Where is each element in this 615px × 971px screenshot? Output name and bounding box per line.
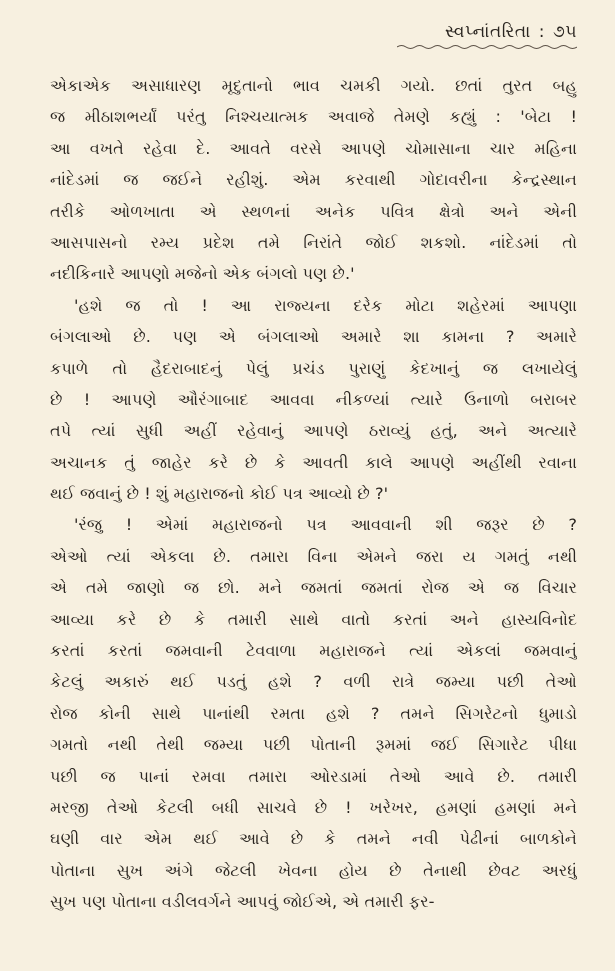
- text-line: પછી જ પાનાં રમવા તમારા ઓરડામાં તેઓ આવે છે. તમારી: [50, 766, 577, 786]
- paragraph: [50, 70, 577, 290]
- page-body: [50, 70, 577, 918]
- text-line: ઘણી વાર એમ થઈ આવે છે કે તમને નવી પેઢીનાં બાળકોને: [50, 829, 577, 849]
- text-line: રોજ કોની સાથે પાનાંથી રમતા હશે ? તમને સિગરેટનો ધુમાડો: [50, 703, 577, 723]
- text-line: બંગલાઓ છે. પણ એ બંગલાઓ અમારે શા કામના ? અમારે: [50, 327, 577, 347]
- running-head-block: [397, 22, 577, 50]
- text-line: જ મીઠાશભર્યાં પરંતુ નિશ્ચયાત્મક અવાજે તેમણે કહ્યું : 'બેટા !: [50, 107, 577, 127]
- text-line: નદીકિનારે આપણો મજેનો એક બંગલો પણ છે.': [50, 264, 355, 284]
- text-line: અચાનક તું જાહેર કરે છે કે આવતી કાલે આપણે અહીંથી રવાના: [50, 452, 577, 472]
- text-line: 'હશે જ તો ! આ રાજ્યના દરેક મોટા શહેરમાં આપણા: [74, 295, 577, 315]
- text-line: કપાળે તો હૈદરાબાદનું પેલું પ્રચંડ પુરાણું કેદખાનું જ લખાયેલું: [50, 358, 577, 378]
- text-line: કેટલું અકારું થઈ પડતું હશે ? વળી રાત્રે જમ્યા પછી તેઓ: [50, 672, 577, 692]
- page-number: ૭૫: [553, 22, 577, 42]
- page-header: [50, 22, 577, 70]
- text-line: ગમતો નથી તેથી જમ્યા પછી પોતાની રૂમમાં જઈ સિગારેટ પીધા: [50, 735, 577, 755]
- decorative-wavy-rule: [397, 44, 577, 50]
- text-line: તરીકે ઓળખાતા એ સ્થળનાં અનેક પવિત્ર ક્ષેત્રો અને એની: [50, 201, 577, 221]
- text-line: એ તમે જાણો જ છો. મને જમતાં જમતાં રોજ એ જ વિચાર: [50, 578, 577, 598]
- paragraph: [50, 290, 577, 510]
- text-line: એઓ ત્યાં એકલા છે. તમારા વિના એમને જરા ય ગમતું નથી: [50, 546, 577, 566]
- text-line: આ વખતે રહેવા દે. આવતે વરસે આપણે ચોમાસાના ચાર મહિના: [50, 138, 577, 158]
- text-line: થઈ જવાનું છે ! શું મહારાજનો કોઈ પત્ર આવ્યો છે ?': [50, 484, 389, 504]
- running-head: [445, 22, 577, 42]
- running-head-separator: :: [538, 22, 546, 42]
- text-line: સુખ પણ પોતાના વડીલવર્ગને આપવું જોઈએ, એ તમારી ફર-: [50, 892, 435, 912]
- text-line: કરતાં કરતાં જમવાની ટેવવાળા મહારાજને ત્યાં એકલાં જમવાનું: [50, 641, 577, 661]
- text-line: 'રંજુ ! એમાં મહારાજનો પત્ર આવવાની શી જરૂર છે ?: [74, 515, 577, 535]
- running-head-title: સ્વપ્નાંતરિતા: [445, 22, 531, 42]
- text-line: એકાએક અસાધારણ મૃદુતાનો ભાવ ચમકી ગયો. છતાં તુરત બહુ: [50, 76, 577, 95]
- text-line: આસપાસનો રમ્ય પ્રદેશ તમે નિરાંતે જોઈ શકશો. નાંદેડમાં તો: [50, 232, 577, 252]
- text-line: છે ! આપણે ઔરંગાબાદ આવવા નીકળ્યાં ત્યારે ઉનાળો બરાબર: [50, 389, 577, 409]
- text-line: પોતાના સુખ અંગે જેટલી ખેવના હોય છે તેનાથી છેવટ અરધું: [50, 860, 577, 880]
- text-line: આવ્યા કરે છે કે તમારી સાથે વાતો કરતાં અને હાસ્યવિનોદ: [50, 609, 577, 629]
- text-line: નાંદેડમાં જ જઈને રહીશું. એમ કરવાથી ગોદાવરીના કેન્દ્રસ્થાન: [50, 170, 577, 190]
- text-line: તપે ત્યાં સુધી અહીં રહેવાનું આપણે ઠરાવ્યું હતું, અને અત્યારે: [50, 421, 577, 441]
- text-line: મરજી તેઓ કેટલી બધી સાચવે છે ! ખરેખર, હમણાં હમણાં મને: [50, 797, 577, 817]
- paragraph: [50, 509, 577, 917]
